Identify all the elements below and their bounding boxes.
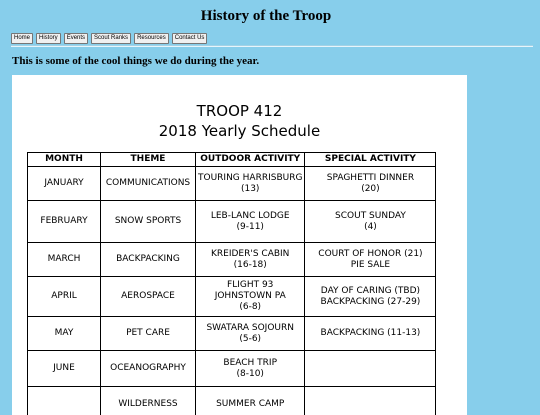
theme-cell-line: OCEANOGRAPHY: [103, 363, 193, 374]
nav-events-button[interactable]: Events: [64, 33, 88, 44]
theme-cell: [101, 317, 196, 351]
special-activity-cell: [305, 277, 436, 317]
outdoor-activity-cell: [196, 243, 305, 277]
outdoor-activity-cell: [196, 317, 305, 351]
outdoor-activity-cell-line: TOURING HARRISBURG: [198, 173, 302, 184]
theme-cell: [101, 243, 196, 277]
month-cell-line: FEBRUARY: [30, 216, 98, 227]
month-cell: [28, 387, 101, 415]
month-cell: [28, 277, 101, 317]
page-title: History of the Troop: [0, 8, 532, 25]
month-cell: [28, 317, 101, 351]
theme-cell-line: PET CARE: [103, 328, 193, 339]
header-month: MONTH: [28, 153, 101, 167]
nav-contact-us-button[interactable]: Contact Us: [172, 33, 208, 44]
outdoor-activity-cell: [196, 351, 305, 387]
special-activity-cell-line: BACKPACKING (11-13): [307, 328, 433, 339]
special-activity-cell: [305, 351, 436, 387]
table-row: [28, 201, 436, 243]
outdoor-activity-cell: [196, 167, 305, 201]
schedule-document-image: [12, 75, 467, 415]
special-activity-cell-line: SCOUT SUNDAY: [307, 211, 433, 222]
month-cell-line: APRIL: [30, 291, 98, 302]
outdoor-activity-cell-line: SUMMER CAMP: [198, 399, 302, 410]
nav-bar: [11, 33, 207, 44]
outdoor-activity-cell-line: KREIDER'S CABIN: [198, 249, 302, 260]
outdoor-activity-cell: [196, 277, 305, 317]
theme-cell-line: WILDERNESS: [103, 399, 193, 410]
outdoor-activity-cell-line: (13): [198, 184, 302, 195]
month-cell: [28, 243, 101, 277]
table-body: [28, 167, 436, 415]
theme-cell: [101, 201, 196, 243]
outdoor-activity-cell-line: JOHNSTOWN PA: [198, 291, 302, 302]
nav-history-button[interactable]: History: [36, 33, 61, 44]
outdoor-activity-cell-line: (9-11): [198, 222, 302, 233]
month-cell: [28, 167, 101, 201]
header-outdoor-activity: OUTDOOR ACTIVITY: [196, 153, 305, 167]
header-special-activity: SPECIAL ACTIVITY: [305, 153, 436, 167]
document-title: TROOP 412: [12, 102, 467, 120]
special-activity-cell: [305, 243, 436, 277]
table-row: [28, 317, 436, 351]
table-row: [28, 277, 436, 317]
theme-cell-line: COMMUNICATIONS: [103, 178, 193, 189]
special-activity-cell: [305, 201, 436, 243]
outdoor-activity-cell-line: (6-8): [198, 302, 302, 313]
month-cell-line: JUNE: [30, 363, 98, 374]
special-activity-cell-line: COURT OF HONOR (21): [307, 249, 433, 260]
theme-cell: [101, 167, 196, 201]
outdoor-activity-cell: [196, 387, 305, 415]
theme-cell: [101, 387, 196, 415]
outdoor-activity-cell-line: SWATARA SOJOURN: [198, 323, 302, 334]
outdoor-activity-cell: [196, 201, 305, 243]
outdoor-activity-cell-line: BEACH TRIP: [198, 358, 302, 369]
header-divider: [11, 45, 533, 47]
theme-cell-line: SNOW SPORTS: [103, 216, 193, 227]
outdoor-activity-cell-line: LEB-LANC LODGE: [198, 211, 302, 222]
month-cell-line: JANUARY: [30, 178, 98, 189]
special-activity-cell: [305, 167, 436, 201]
special-activity-cell-line: (20): [307, 184, 433, 195]
theme-cell-line: AEROSPACE: [103, 291, 193, 302]
theme-cell: [101, 351, 196, 387]
table-row: [28, 243, 436, 277]
special-activity-cell-line: DAY OF CARING (TBD): [307, 286, 433, 297]
table-row: [28, 167, 436, 201]
special-activity-cell: [305, 317, 436, 351]
theme-cell-line: BACKPACKING: [103, 254, 193, 265]
outdoor-activity-cell-line: (5-6): [198, 334, 302, 345]
special-activity-cell-line: SPAGHETTI DINNER: [307, 173, 433, 184]
month-cell-line: MAY: [30, 328, 98, 339]
header-theme: THEME: [101, 153, 196, 167]
special-activity-cell-line: BACKPACKING (27-29): [307, 297, 433, 308]
nav-scout-ranks-button[interactable]: Scout Ranks: [91, 33, 131, 44]
theme-cell: [101, 277, 196, 317]
table-header-row: [28, 153, 436, 167]
nav-home-button[interactable]: Home: [11, 33, 33, 44]
document-subtitle: 2018 Yearly Schedule: [12, 122, 467, 140]
outdoor-activity-cell-line: (8-10): [198, 369, 302, 380]
month-cell: [28, 201, 101, 243]
intro-text: This is some of the cool things we do during the year.: [12, 55, 259, 67]
month-cell-line: MARCH: [30, 254, 98, 265]
nav-resources-button[interactable]: Resources: [134, 33, 169, 44]
schedule-table: [27, 152, 436, 415]
outdoor-activity-cell-line: (16-18): [198, 260, 302, 271]
table-row: [28, 351, 436, 387]
special-activity-cell-line: (4): [307, 222, 433, 233]
table-row: [28, 387, 436, 415]
special-activity-cell-line: PIE SALE: [307, 260, 433, 271]
month-cell: [28, 351, 101, 387]
outdoor-activity-cell-line: FLIGHT 93: [198, 280, 302, 291]
special-activity-cell: [305, 387, 436, 415]
